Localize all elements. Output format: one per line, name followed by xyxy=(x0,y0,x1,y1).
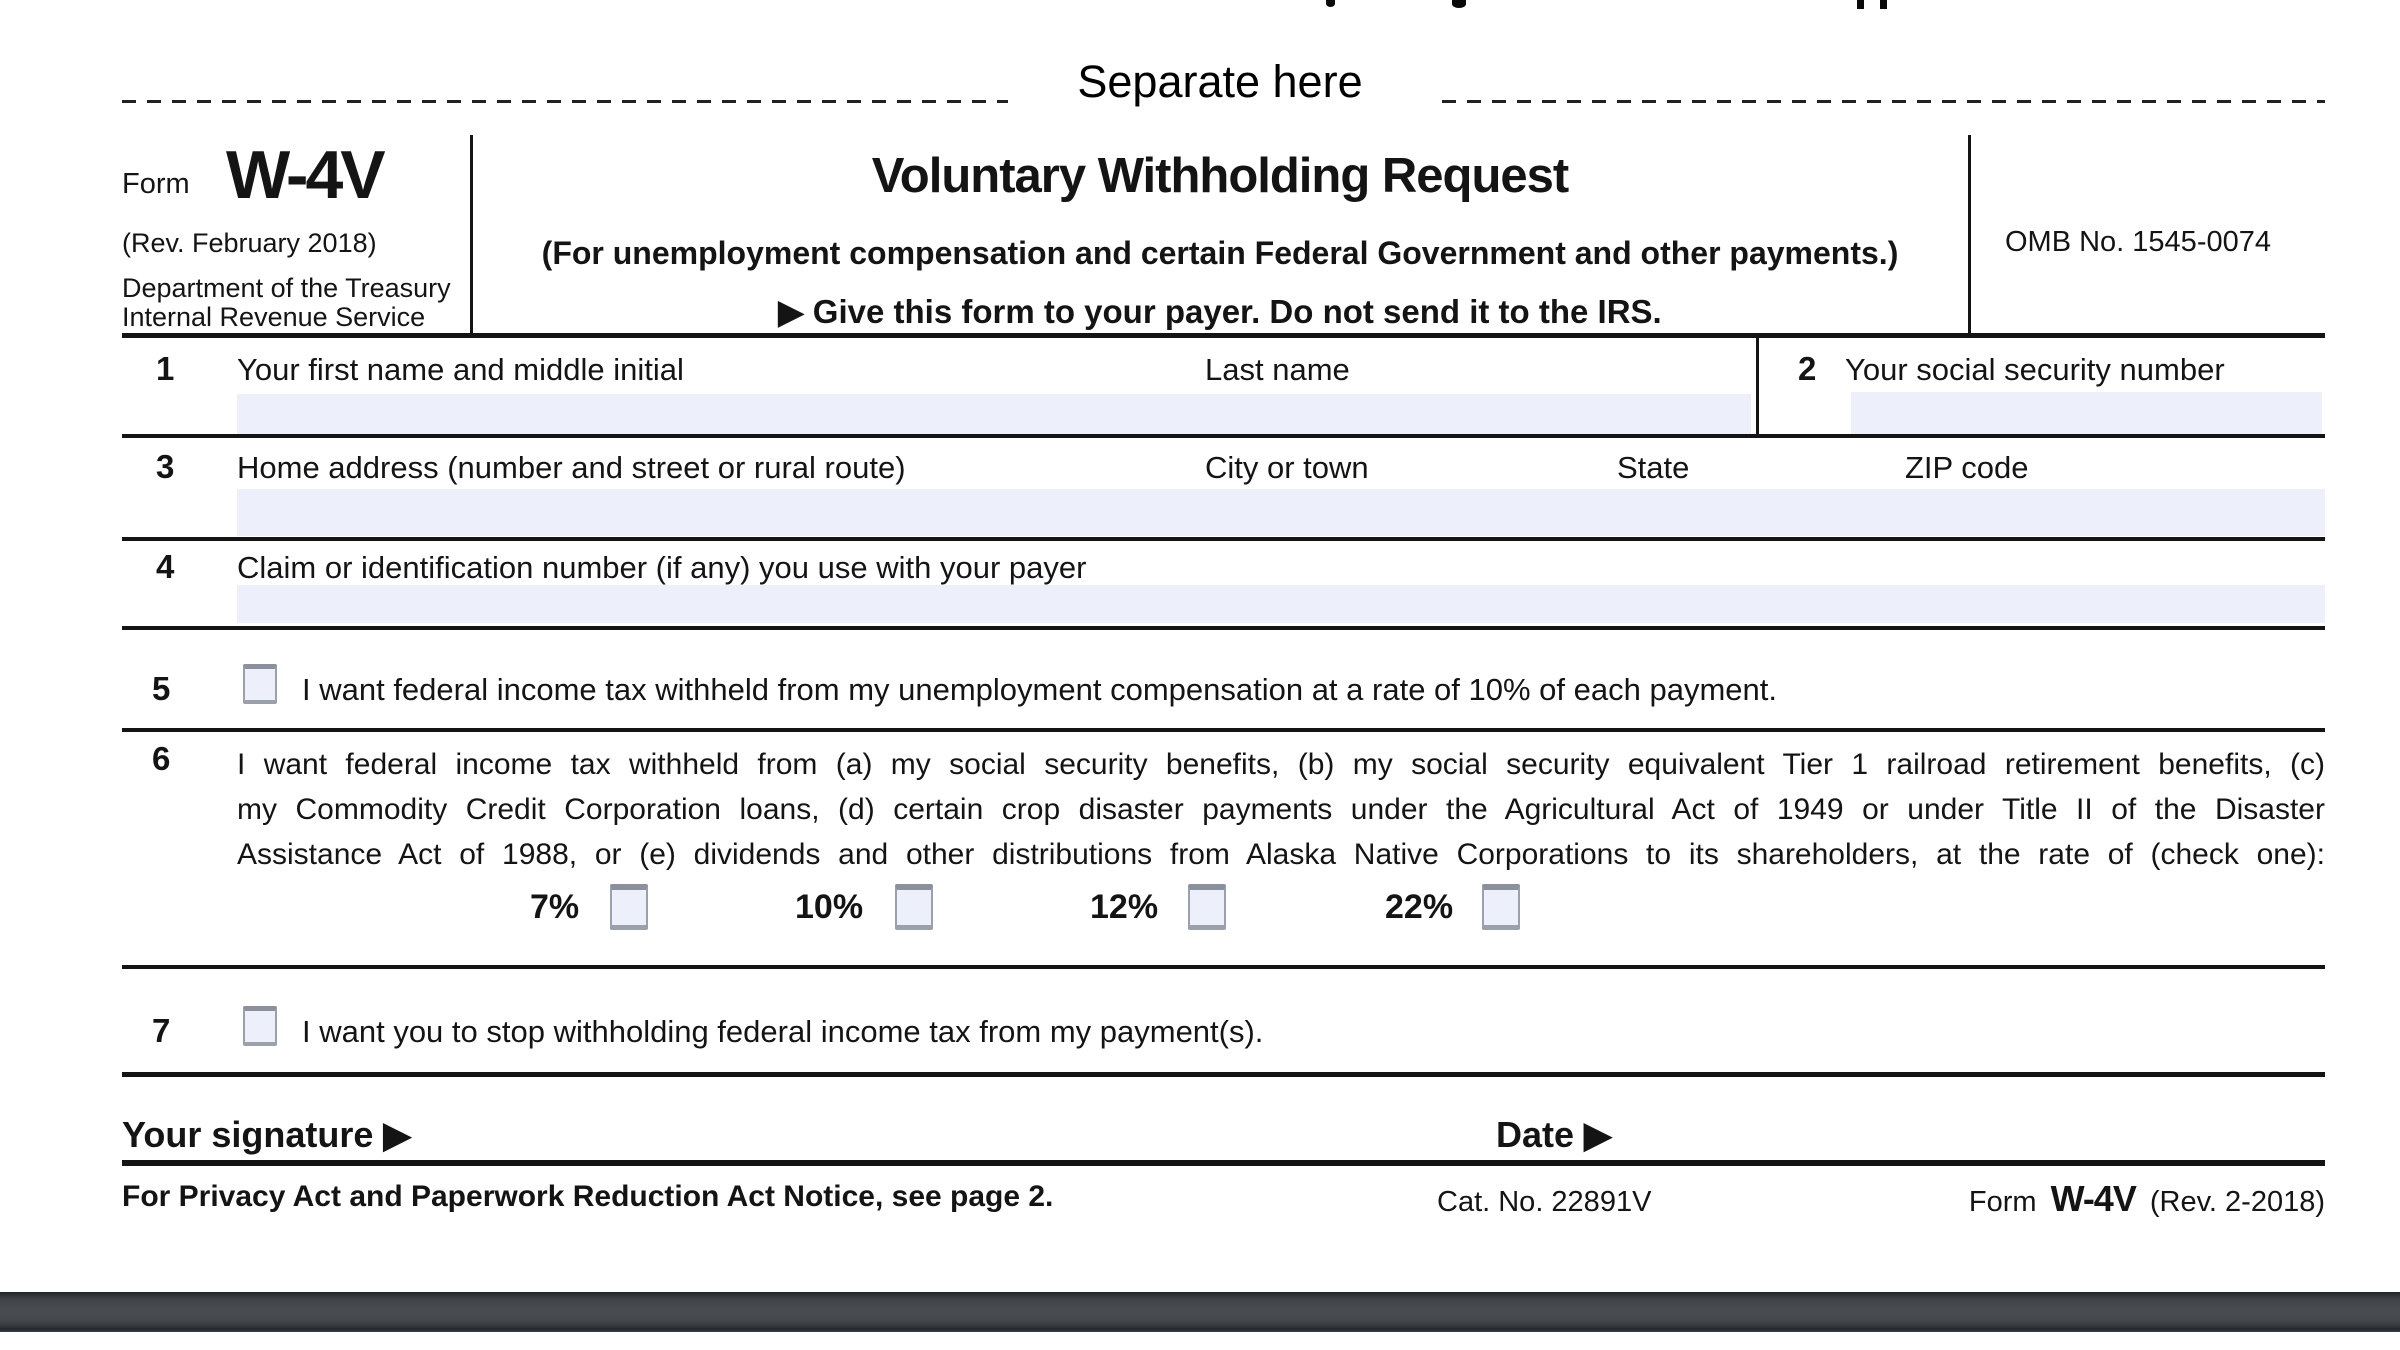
line6-text-line1: I want federal income tax withheld from (a) my social security benefits, (b) my social security equivalent Tier 1 railroad retirement benefits, (c) xyxy=(237,748,2325,781)
cutoff-text-fragment xyxy=(1880,0,1887,9)
privacy-act-notice: For Privacy Act and Paperwork Reduction Act Notice, see page 2. xyxy=(122,1180,1054,1213)
cutoff-text-fragment xyxy=(1452,0,1466,8)
footer-form-word: Form xyxy=(1968,1186,2037,1218)
line1-line2-divider xyxy=(1756,337,1759,434)
row7-bottom-rule xyxy=(122,1072,2325,1077)
claim-number-input-field[interactable] xyxy=(237,585,2325,623)
first-name-label: Your first name and middle initial xyxy=(237,352,684,387)
omb-number: OMB No. 1545-0074 xyxy=(2005,226,2271,258)
cutoff-text-fragment xyxy=(1857,0,1864,9)
agency-line-1: Department of the Treasury xyxy=(122,273,451,303)
separate-here-label: Separate here xyxy=(1077,56,1363,107)
line5-number: 5 xyxy=(152,670,171,707)
separator-dash-line-left xyxy=(122,100,1008,103)
line6-text-line3: Assistance Act of 1988, or (e) dividends and other distributions from Alaska Native Corporations to its shareholders, at the rate of (check one): xyxy=(237,838,2325,871)
zip-label: ZIP code xyxy=(1905,450,2029,485)
home-address-label: Home address (number and street or rural route) xyxy=(237,450,906,485)
form-instruction: ▶ Give this form to your payer. Do not send it to the IRS. xyxy=(778,293,1662,330)
your-signature-label: Your signature ▶ xyxy=(122,1114,412,1155)
catalog-number: Cat. No. 22891V xyxy=(1437,1186,1652,1218)
agency-line-2: Internal Revenue Service xyxy=(122,302,426,332)
form-number: W-4V xyxy=(226,137,383,213)
row1-bottom-rule xyxy=(122,434,2325,438)
header-divider-left xyxy=(470,135,473,333)
footer-form-reference xyxy=(1969,1178,2325,1220)
date-label: Date ▶ xyxy=(1496,1114,1612,1155)
line4-number: 4 xyxy=(156,548,175,585)
rate-22-label: 22% xyxy=(1385,888,1454,926)
form-subtitle: (For unemployment compensation and certain Federal Government and other payments.) xyxy=(541,235,1899,271)
line6-number: 6 xyxy=(152,740,171,777)
ssn-label: Your social security number xyxy=(1845,352,2225,387)
line3-number: 3 xyxy=(156,448,175,485)
rate-12-checkbox[interactable] xyxy=(1188,884,1226,930)
line5-text: I want federal income tax withheld from my unemployment compensation at a rate of 10% of each payment. xyxy=(302,672,1777,707)
bottom-toolbar-edge xyxy=(0,1292,2400,1332)
footer-form-number: W-4V xyxy=(2050,1178,2136,1219)
city-label: City or town xyxy=(1205,450,1369,485)
footer-form-revision: (Rev. 2-2018) xyxy=(2149,1186,2325,1218)
row3-bottom-rule xyxy=(122,537,2325,541)
row4-bottom-rule xyxy=(122,626,2325,630)
rate-7-label: 7% xyxy=(530,888,580,926)
ssn-input-field[interactable] xyxy=(1851,392,2322,434)
row5-bottom-rule xyxy=(122,728,2325,732)
line7-text: I want you to stop withholding federal income tax from my payment(s). xyxy=(302,1014,1264,1049)
rate-22-checkbox[interactable] xyxy=(1482,884,1520,930)
line7-number: 7 xyxy=(152,1012,171,1049)
rate-7-checkbox[interactable] xyxy=(610,884,648,930)
state-label: State xyxy=(1617,450,1690,485)
claim-number-label: Claim or identification number (if any) you use with your payer xyxy=(237,550,1087,585)
row6-bottom-rule xyxy=(122,965,2325,969)
last-name-label: Last name xyxy=(1205,352,1350,387)
form-revision: (Rev. February 2018) xyxy=(122,228,377,258)
rate-10-checkbox[interactable] xyxy=(895,884,933,930)
line7-checkbox[interactable] xyxy=(243,1006,277,1046)
cutoff-text-fragment xyxy=(1326,0,1335,7)
separator-dash-line-right xyxy=(1442,100,2325,103)
form-word-label: Form xyxy=(122,168,190,200)
line1-number: 1 xyxy=(156,350,175,387)
header-divider-right xyxy=(1968,135,1971,333)
address-input-field[interactable] xyxy=(237,489,2325,536)
header-bottom-rule xyxy=(122,333,2325,338)
line5-checkbox[interactable] xyxy=(243,664,277,704)
signature-rule xyxy=(122,1160,2325,1166)
form-title: Voluntary Withholding Request xyxy=(871,149,1569,203)
line2-number: 2 xyxy=(1798,350,1817,387)
rate-12-label: 12% xyxy=(1090,888,1159,926)
line6-text-line2: my Commodity Credit Corporation loans, (d) certain crop disaster payments under the Agricultural Act of 1949 or under Title II of the Disaster xyxy=(237,793,2325,826)
name-input-field[interactable] xyxy=(237,394,1751,434)
rate-10-label: 10% xyxy=(795,888,864,926)
